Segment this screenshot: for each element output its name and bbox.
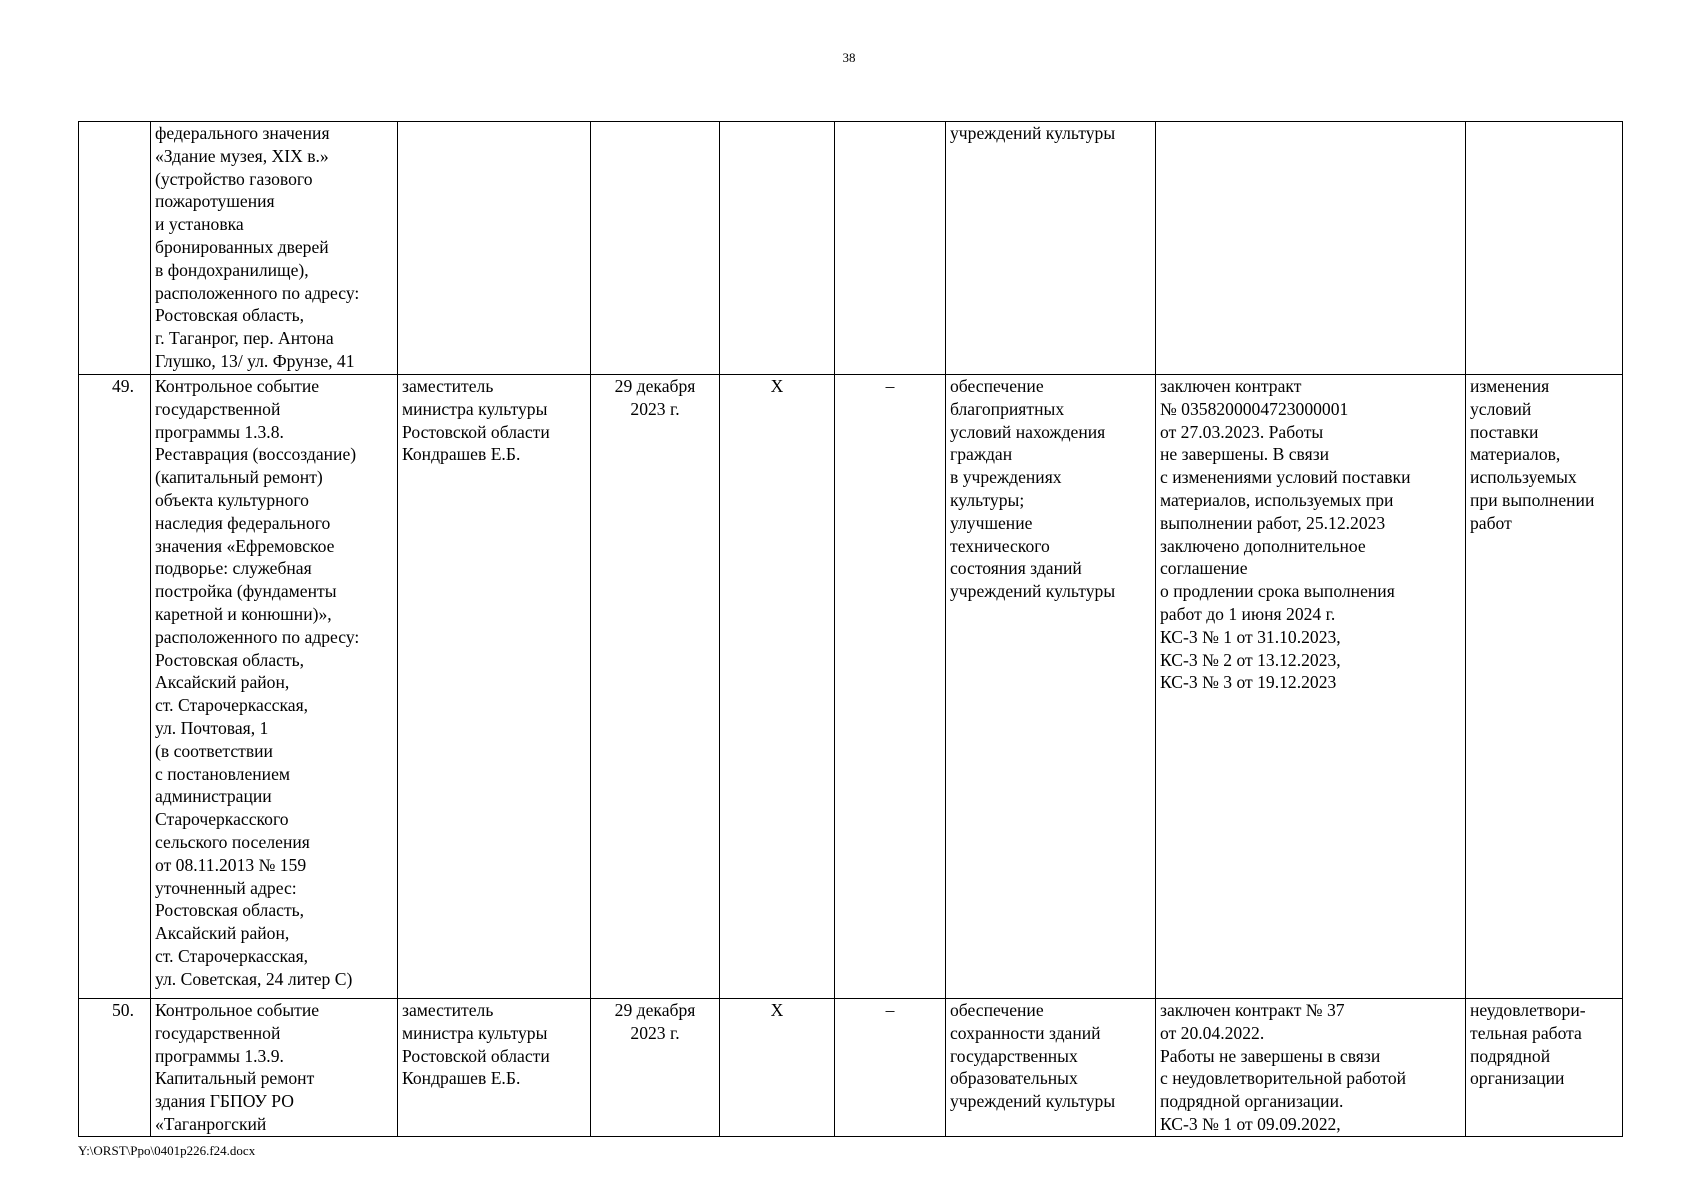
deadline-date: 29 декабря 2023 г. (591, 375, 720, 999)
responsible-person: заместитель министра культуры Ростовской области Кондрашев Е.Б. (398, 375, 591, 999)
deadline-date (591, 122, 720, 375)
control-event-text: Контрольное событие государственной программы 1.3.9. Капитальный ремонт здания ГБПОУ РО «Таганрогский (151, 999, 398, 1137)
responsible-person: заместитель министра культуры Ростовской области Кондрашев Е.Б. (398, 999, 591, 1137)
row-number: 49. (79, 375, 151, 999)
table-row (79, 122, 1623, 375)
responsible-person (398, 122, 591, 375)
dash-mark: – (835, 999, 946, 1137)
expected-result: учреждений культуры (946, 122, 1156, 375)
failure-reasons: изменения условий поставки материалов, используемых при выполнении работ (1466, 375, 1623, 999)
control-event-text: Контрольное событие государственной программы 1.3.8. Реставрация (воссоздание) (капитальный ремонт) объекта культурного наследия федерального значения «Ефремовское подворье: служебная постройка (фундаменты каретной и конюшни)», расположенного по адресу: Ростовская область, Аксайский район, ст. Старочеркасская, ул. Почтовая, 1 (в соответствии с постановлением администрации Старочеркасского сельского поселения от 08.11.2013 № 159 уточненный адрес: Ростовская область, Аксайский район, ст. Старочеркасская, ул. Советская, 24 литер С) (151, 375, 398, 999)
table-row (79, 375, 1623, 999)
actual-date-mark: Х (720, 375, 835, 999)
failure-reasons: неудовлетвори- тельная работа подрядной организации (1466, 999, 1623, 1137)
page-number: 38 (842, 50, 856, 65)
actual-date-mark (720, 122, 835, 375)
deadline-date: 29 декабря 2023 г. (591, 999, 720, 1137)
actual-date-mark: Х (720, 999, 835, 1137)
dash-mark (835, 122, 946, 375)
footer-file-path: Y:\ORST\Ppo\0401p226.f24.docx (78, 1143, 256, 1158)
execution-status (1156, 122, 1466, 375)
row-number (79, 122, 151, 375)
control-event-text: федерального значения «Здание музея, XIX в.» (устройство газового пожаротушения и установка бронированных дверей в фондохранилище), расположенного по адресу: Ростовская область, г. Таганрог, пер. Антона Глушко, 13/ ул. Фрунзе, 41 (151, 122, 398, 375)
execution-status: заключен контракт № 37 от 20.04.2022. Работы не завершены в связи с неудовлетворительной работой подрядной организации. КС-3 № 1 от 09.09.2022, (1156, 999, 1466, 1137)
dash-mark: – (835, 375, 946, 999)
expected-result: обеспечение благоприятных условий нахождения граждан в учреждениях культуры; улучшение технического состояния зданий учреждений культуры (946, 375, 1156, 999)
row-number: 50. (79, 999, 151, 1137)
failure-reasons (1466, 122, 1623, 375)
table-row (79, 999, 1623, 1137)
execution-status: заключен контракт № 0358200004723000001 от 27.03.2023. Работы не завершены. В связи с изменениями условий поставки материалов, используемых при выполнении работ, 25.12.2023 заключено дополнительное соглашение о продлении срока выполнения работ до 1 июня 2024 г. КС-3 № 1 от 31.10.2023, КС-3 № 2 от 13.12.2023, КС-3 № 3 от 19.12.2023 (1156, 375, 1466, 999)
expected-result: обеспечение сохранности зданий государственных образовательных учреждений культуры (946, 999, 1156, 1137)
events-table (78, 121, 1623, 1137)
